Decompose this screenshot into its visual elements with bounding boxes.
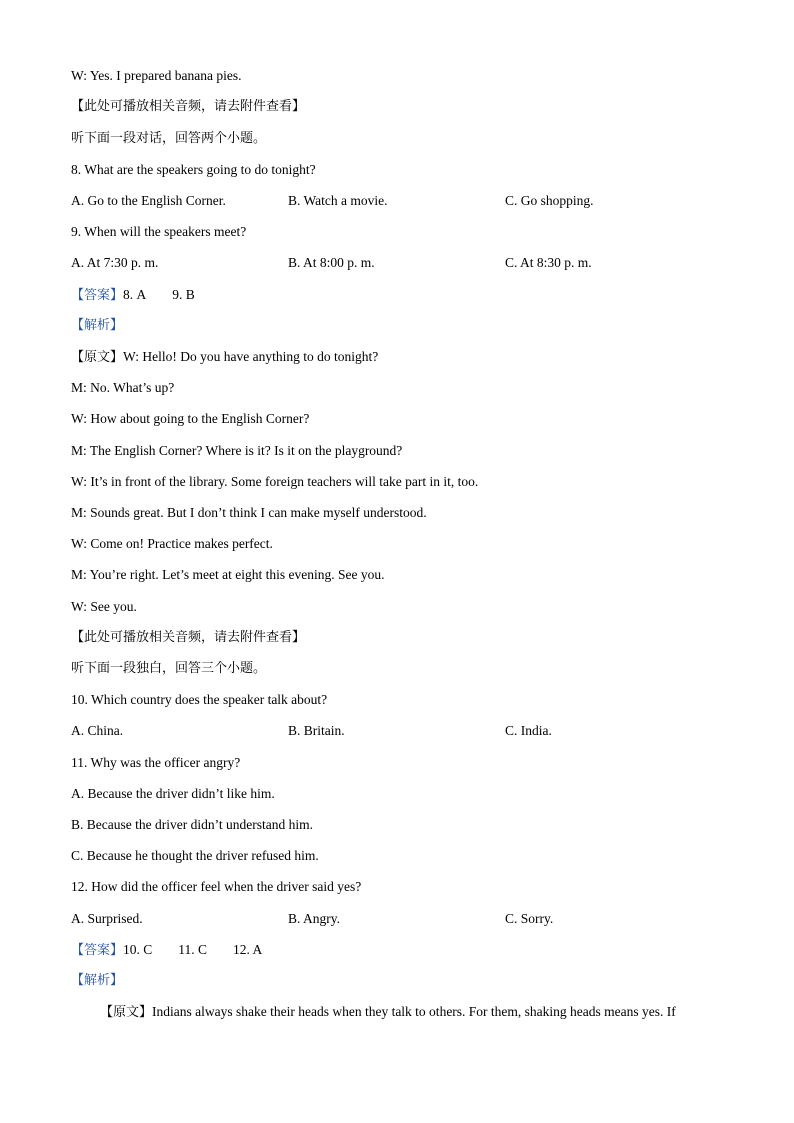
option-12b: B. Angry. xyxy=(288,911,341,926)
dialogue-line: W: Yes. I prepared banana pies. xyxy=(71,68,242,83)
answer-label: 【答案】 xyxy=(71,943,124,958)
answer-label: 【答案】 xyxy=(71,288,124,303)
option-9c: C. At 8:30 p. m. xyxy=(505,255,592,270)
option-9b: B. At 8:00 p. m. xyxy=(288,255,375,270)
option-8a: A. Go to the English Corner. xyxy=(71,193,226,208)
answer-9: 9. B xyxy=(172,287,195,302)
answer-10: 10. C xyxy=(123,942,153,957)
option-10b: B. Britain. xyxy=(288,723,345,738)
question-9: 9. When will the speakers meet? xyxy=(71,224,247,239)
answer-line-2 xyxy=(71,941,262,960)
answer-line-1 xyxy=(71,286,195,305)
analysis-label: 【解析】 xyxy=(71,318,124,333)
option-11c: C. Because he thought the driver refused him. xyxy=(71,848,319,863)
transcript-label: 【原文】 xyxy=(100,1005,153,1020)
option-11b: B. Because the driver didn’t understand him. xyxy=(71,817,313,832)
transcript-text: Indians always shake their heads when they talk to others. For them, shaking heads means yes. If xyxy=(152,1004,676,1019)
dialogue-line: M: The English Corner? Where is it? Is it on the playground? xyxy=(71,443,403,458)
dialogue-line: W: It’s in front of the library. Some foreign teachers will take part in it, too. xyxy=(71,474,479,489)
dialogue-line: W: See you. xyxy=(71,599,137,614)
option-10c: C. India. xyxy=(505,723,552,738)
transcript-first-line xyxy=(71,348,378,367)
instruction: 听下面一段独白，回答三个小题。 xyxy=(71,661,267,676)
answer-12: 12. A xyxy=(233,942,263,957)
option-8b: B. Watch a movie. xyxy=(288,193,388,208)
dialogue-line: M: You’re right. Let’s meet at eight this evening. See you. xyxy=(71,567,385,582)
option-9a: A. At 7:30 p. m. xyxy=(71,255,159,270)
question-10: 10. Which country does the speaker talk about? xyxy=(71,692,328,707)
question-11: 11. Why was the officer angry? xyxy=(71,755,241,770)
question-8: 8. What are the speakers going to do tonight? xyxy=(71,162,316,177)
question-12: 12. How did the officer feel when the driver said yes? xyxy=(71,879,362,894)
dialogue-line: M: Sounds great. But I don’t think I can make myself understood. xyxy=(71,505,427,520)
dialogue-line: W: Hello! Do you have anything to do tonight? xyxy=(123,349,379,364)
transcript-paragraph xyxy=(100,1003,676,1022)
instruction: 听下面一段对话，回答两个小题。 xyxy=(71,131,267,146)
option-10a: A. China. xyxy=(71,723,124,738)
answer-11: 11. C xyxy=(178,942,208,957)
dialogue-line: M: No. What’s up? xyxy=(71,380,175,395)
option-12c: C. Sorry. xyxy=(505,911,554,926)
audio-note: 【此处可播放相关音频，请去附件查看】 xyxy=(71,630,306,645)
audio-note: 【此处可播放相关音频，请去附件查看】 xyxy=(71,99,306,114)
option-11a: A. Because the driver didn’t like him. xyxy=(71,786,275,801)
transcript-label: 【原文】 xyxy=(71,350,124,365)
option-8c: C. Go shopping. xyxy=(505,193,594,208)
answer-8: 8. A xyxy=(123,287,147,302)
dialogue-line: W: How about going to the English Corner? xyxy=(71,411,310,426)
analysis-label: 【解析】 xyxy=(71,973,124,988)
option-12a: A. Surprised. xyxy=(71,911,143,926)
dialogue-line: W: Come on! Practice makes perfect. xyxy=(71,536,273,551)
